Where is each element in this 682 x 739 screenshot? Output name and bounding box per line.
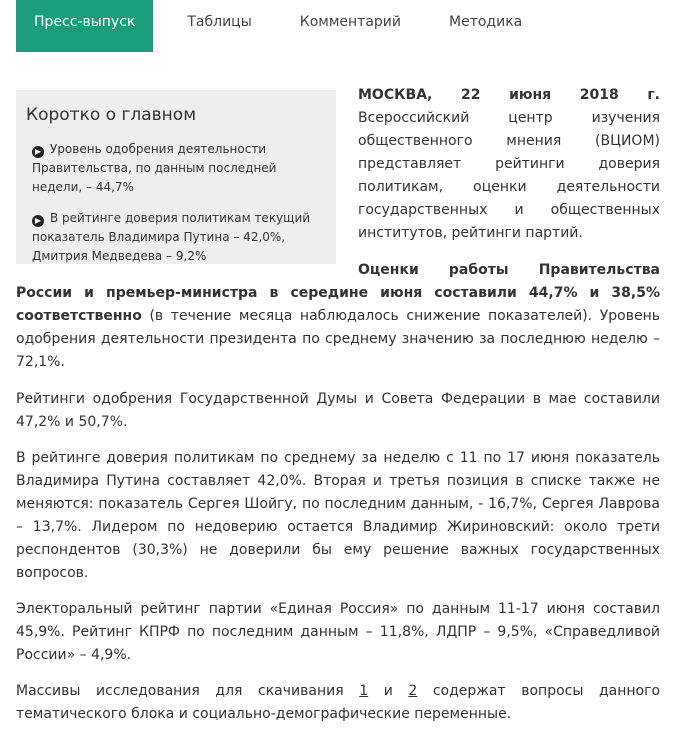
arrow-circle-right-icon: ▶ <box>32 215 44 227</box>
paragraph-duma: Рейтинги одобрения Государственной Думы и Совета Федерации в мае составили 47,2% и 50,7%. <box>16 391 660 430</box>
downloads-text-mid: и <box>368 683 409 699</box>
dateline: МОСКВА, 22 июня 2018 г. <box>358 87 660 103</box>
tab-methodology[interactable]: Методика <box>449 14 523 30</box>
government-headline: Оценки работы Правительства России и премьер-министра в середине июня составили 44,7% и 38,5% соответственно <box>16 262 660 324</box>
paragraph-parties: Электоральный рейтинг партии «Единая Россия» по данным 11-17 июня составил 45,9%. Рейтинг КПРФ по последним данным – 11,8%, ЛДПР – 9,5%, «Справедливой России» – 4,9%. <box>16 601 660 663</box>
intro-text: Всероссийский центр изучения общественного мнения (ВЦИОМ) представляет рейтинги доверия политикам, оценки деятельности государственных и общественных институтов, рейтинги партий. <box>358 110 660 241</box>
downloads-text-end: содержат вопросы данного тематического блока и социально-демографические переменные. <box>16 683 661 722</box>
paragraph-downloads <box>16 680 660 726</box>
paragraph-trust: В рейтинге доверия политикам по среднему за неделю с 11 по 17 июня показатель Владимира Путина составляет 42,0%. Вторая и третья позиция в списке также не меняются: показатель Сергея Шойгу, по последним данным, - 16,7%, Сергея Лаврова – 13,7%. Лидером по недоверию остается Владимир Жириновский: около трети респондентов (30,3%) не доверили бы ему решение важных государственных вопросов. <box>16 450 660 581</box>
summary-item-text: В рейтинге доверия политикам текущий показатель Владимира Путина – 42,0%, Дмитрия Медведева – 9,2% <box>32 211 311 263</box>
tab-bar <box>16 0 546 52</box>
summary-box <box>16 90 336 264</box>
tab-press-release[interactable]: Пресс-выпуск <box>16 0 153 52</box>
summary-list <box>26 140 326 266</box>
download-link-1[interactable]: 1 <box>359 683 369 699</box>
summary-item <box>26 209 326 266</box>
tab-commentary[interactable]: Комментарий <box>299 14 401 30</box>
article-content <box>16 84 660 739</box>
paragraph-government <box>16 259 660 374</box>
arrow-circle-right-icon: ▶ <box>32 146 44 158</box>
download-link-2[interactable]: 2 <box>408 683 418 699</box>
government-text: (в течение месяца наблюдалось снижение показателей). Уровень одобрения деятельности президента по среднему значению за последнюю неделю – 72,1%. <box>16 308 660 370</box>
summary-title: Коротко о главном <box>26 105 197 125</box>
downloads-text-start: Массивы исследования для скачивания <box>16 683 360 699</box>
summary-item <box>26 140 326 197</box>
tab-tables[interactable]: Таблицы <box>187 14 252 30</box>
summary-item-text: Уровень одобрения деятельности Правительства, по данным последней недели, – 44,7% <box>32 142 277 194</box>
